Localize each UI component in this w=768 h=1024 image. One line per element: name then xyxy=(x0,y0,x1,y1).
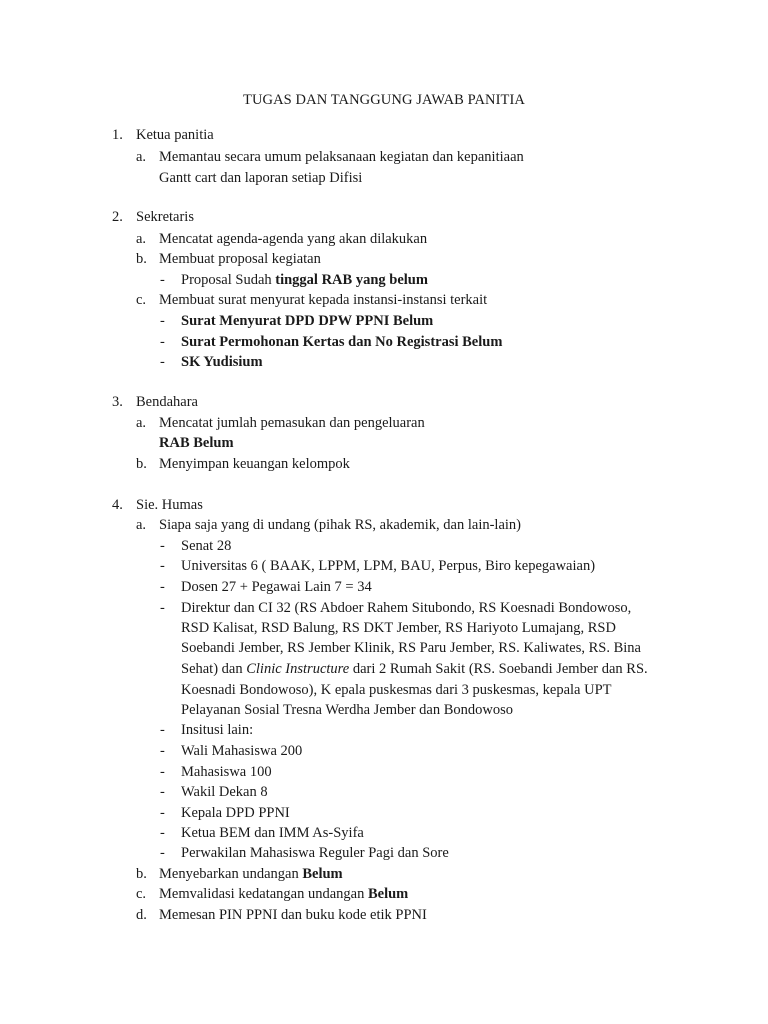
section-2-item-c-subitem-2: Surat Permohonan Kertas dan No Registrasi Belum xyxy=(181,334,503,350)
invitee-direktur-line-3: Soebandi Jember, RS Jember Klinik, RS Paru Jember, RS. Kaliwates, RS. Bina xyxy=(181,640,641,656)
invitee-direktur-line-4 xyxy=(181,659,648,679)
section-4-item-b-text xyxy=(159,864,343,884)
section-3-item-a-status: RAB Belum xyxy=(159,435,234,451)
section-4-item-a-letter: a. xyxy=(136,517,147,533)
dash-bullet: - xyxy=(160,805,165,821)
section-4-item-b-letter: b. xyxy=(136,866,147,882)
dash-bullet: - xyxy=(160,313,165,329)
dash-bullet: - xyxy=(160,272,165,288)
section-3-item-b-text: Menyimpan keuangan kelompok xyxy=(159,456,350,472)
item-c-plain: Memvalidasi kedatangan undangan xyxy=(159,886,368,902)
section-4-item-d-text: Memesan PIN PPNI dan buku kode etik PPNI xyxy=(159,907,427,923)
section-4-item-c-text xyxy=(159,884,408,904)
invitee-institusi-lain: Insitusi lain: xyxy=(181,722,254,738)
section-3-item-b-letter: b. xyxy=(136,456,147,472)
section-1-item-a-letter: a. xyxy=(136,149,147,165)
invitee-mahasiswa: Mahasiswa 100 xyxy=(181,764,272,780)
invitee-direktur-line-5: Koesnadi Bondowoso), K epala puskesmas dari 3 puskesmas, kepala UPT xyxy=(181,682,612,698)
invitee-direktur-line-1: Direktur dan CI 32 (RS Abdoer Rahem Situbondo, RS Koesnadi Bondowoso, xyxy=(181,600,632,616)
section-1-number: 1. xyxy=(112,127,123,143)
section-2-number: 2. xyxy=(112,209,123,225)
invitee-dpd-ppni: Kepala DPD PPNI xyxy=(181,805,290,821)
section-1-item-a-continuation: Gantt cart dan laporan setiap Difisi xyxy=(159,170,363,186)
subitem-plain-text: Proposal Sudah xyxy=(181,272,276,288)
invitee-wakil-dekan: Wakil Dekan 8 xyxy=(181,784,268,800)
section-2-item-b-subitem xyxy=(181,270,428,290)
item-b-plain: Menyebarkan undangan xyxy=(159,866,303,882)
line-4-text-b: dari 2 Rumah Sakit (RS. Soebandi Jember dan RS. xyxy=(349,661,648,677)
section-3-item-a-letter: a. xyxy=(136,415,147,431)
section-2-heading: Sekretaris xyxy=(136,209,194,225)
item-b-status: Belum xyxy=(302,866,343,882)
section-2-item-a-text: Mencatat agenda-agenda yang akan dilakukan xyxy=(159,231,428,247)
dash-bullet: - xyxy=(160,845,165,861)
section-4-number: 4. xyxy=(112,497,123,513)
section-2-item-b-letter: b. xyxy=(136,251,147,267)
invitee-ketua-bem: Ketua BEM dan IMM As-Syifa xyxy=(181,825,364,841)
section-2-item-a-letter: a. xyxy=(136,231,147,247)
invitee-universitas: Universitas 6 ( BAAK, LPPM, LPM, BAU, Perpus, Biro kepegawaian) xyxy=(181,558,596,574)
invitee-perwakilan-mahasiswa: Perwakilan Mahasiswa Reguler Pagi dan Sore xyxy=(181,845,449,861)
item-c-status: Belum xyxy=(367,886,409,902)
section-3-number: 3. xyxy=(112,394,123,410)
dash-bullet: - xyxy=(160,784,165,800)
line-4-text-a: Sehat) dan xyxy=(181,661,247,677)
section-1-item-a-text: Memantau secara umum pelaksanaan kegiatan dan kepanitiaan xyxy=(159,149,524,165)
dash-bullet: - xyxy=(160,743,165,759)
document-title: TUGAS DAN TANGGUNG JAWAB PANITIA xyxy=(242,92,526,108)
invitee-wali-mahasiswa: Wali Mahasiswa 200 xyxy=(181,743,303,759)
section-2-item-c-letter: c. xyxy=(136,292,147,308)
section-4-item-c-letter: c. xyxy=(136,886,147,902)
section-4-item-d-letter: d. xyxy=(136,907,147,923)
invitee-direktur-line-2: RSD Kalisat, RSD Balung, RS DKT Jember, RS Hariyoto Lumajang, RSD xyxy=(181,620,616,636)
dash-bullet: - xyxy=(160,722,165,738)
dash-bullet: - xyxy=(160,538,165,554)
dash-bullet: - xyxy=(160,354,165,370)
invitee-direktur-line-6: Pelayanan Sosial Tresna Werdha Jember dan Bondowoso xyxy=(181,702,514,718)
section-2-item-c-subitem-1: Surat Menyurat DPD DPW PPNI Belum xyxy=(181,313,434,329)
dash-bullet: - xyxy=(160,579,165,595)
section-2-item-c-subitem-3: SK Yudisium xyxy=(181,354,263,370)
section-2-item-c-text: Membuat surat menyurat kepada instansi-instansi terkait xyxy=(159,292,488,308)
dash-bullet: - xyxy=(160,334,165,350)
section-3-heading: Bendahara xyxy=(136,394,198,410)
section-2-item-b-text: Membuat proposal kegiatan xyxy=(159,251,321,267)
section-4-heading: Sie. Humas xyxy=(136,497,203,513)
line-4-italic-text: Clinic Instructure xyxy=(246,661,350,677)
invitee-senat: Senat 28 xyxy=(181,538,232,554)
section-1-heading: Ketua panitia xyxy=(136,127,214,143)
dash-bullet: - xyxy=(160,764,165,780)
dash-bullet: - xyxy=(160,825,165,841)
invitee-dosen: Dosen 27 + Pegawai Lain 7 = 34 xyxy=(181,579,372,595)
dash-bullet: - xyxy=(160,558,165,574)
subitem-bold-text: tinggal RAB yang belum xyxy=(275,272,428,288)
section-4-item-a-text: Siapa saja yang di undang (pihak RS, akademik, dan lain-lain) xyxy=(159,517,522,533)
dash-bullet: - xyxy=(160,600,165,616)
section-3-item-a-text: Mencatat jumlah pemasukan dan pengeluaran xyxy=(159,415,425,431)
